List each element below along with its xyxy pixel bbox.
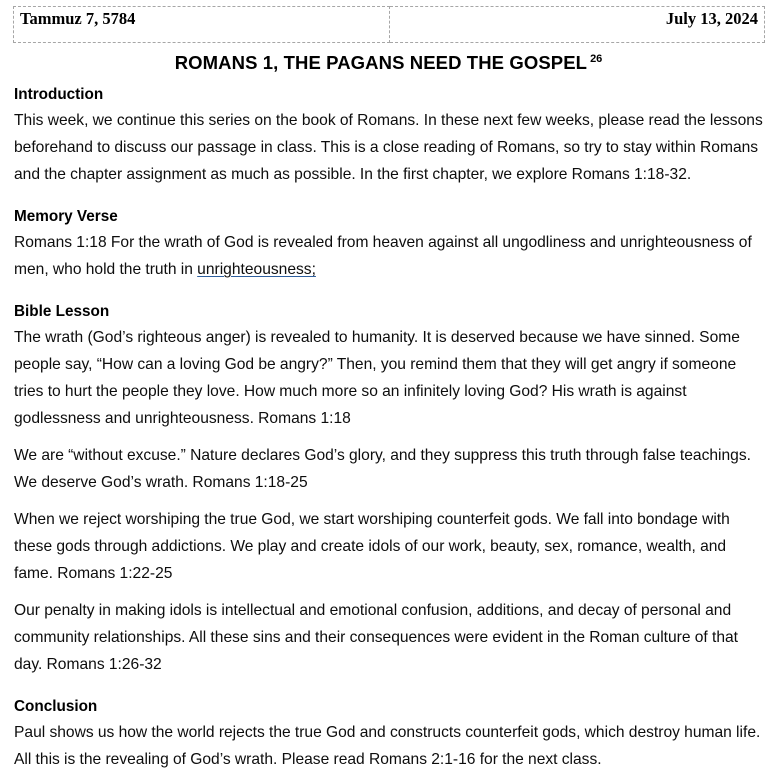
spacer: [14, 587, 766, 597]
spacer: [14, 283, 766, 301]
bible-lesson-paragraph-3: When we reject worshiping the true God, we start worshiping counterfeit gods. We fall into bondage with these gods through addictions. We play and create idols of our work, beauty, sex, romance, wealth, and fame. Romans 1:22-25: [14, 511, 730, 582]
memory-verse-link[interactable]: unrighteousness;: [197, 261, 316, 278]
spacer: [14, 496, 766, 506]
conclusion-paragraph: Paul shows us how the world rejects the true God and constructs counterfeit gods, which destroy human life. All this is the revealing of God’s wrath. Please read Romans 2:1-16 for the next class.: [14, 724, 761, 768]
bible-lesson-paragraph-4: Our penalty in making idols is intellectual and emotional confusion, additions, and decay of personal and community relationships. All these sins and their consequences were evident in the Roman culture of that day. Romans 1:26-32: [14, 602, 739, 673]
page-title: [0, 48, 777, 74]
bible-lesson-paragraph-1: The wrath (God’s righteous anger) is revealed to humanity. It is deserved because we have sinned. Some people say, “How can a loving God be angry?” Then, you remind them that they will get angry if someone tries to hurt the people they love. How much more so an infinitely loving God? His wrath is against godlessness and unrighteousness. Romans 1:18: [14, 329, 740, 427]
date-header-table: [13, 6, 765, 43]
memory-verse-text: Romans 1:18 For the wrath of God is revealed from heaven against all ungodliness and unrighteousness of men, who hold the truth in: [14, 234, 752, 278]
hebrew-date-cell: Tammuz 7, 5784: [14, 7, 390, 43]
section-heading-conclusion: Conclusion: [14, 698, 98, 715]
gregorian-date-cell: July 13, 2024: [390, 7, 765, 43]
memory-verse-paragraph: [14, 229, 766, 283]
document-body: [14, 84, 766, 773]
spacer: [14, 432, 766, 442]
section-heading-introduction: Introduction: [14, 86, 104, 103]
table-row: [14, 7, 765, 43]
introduction-paragraph: This week, we continue this series on the book of Romans. In these next few weeks, please read the lessons beforehand to discuss our passage in class. This is a close reading of Romans, so try to stay within Romans and the chapter assignment as much as possible. In the first chapter, we explore Romans 1:18-32.: [14, 112, 763, 183]
bible-lesson-paragraph-2: We are “without excuse.” Nature declares God’s glory, and they suppress this truth through false teachings. We deserve God’s wrath. Romans 1:18-25: [14, 447, 751, 491]
section-heading-memory-verse: Memory Verse: [14, 208, 118, 225]
spacer: [14, 188, 766, 206]
page-title-text: ROMANS 1, THE PAGANS NEED THE GOSPEL: [174, 52, 588, 74]
page-title-superscript: 26: [590, 53, 603, 65]
spacer: [14, 678, 766, 696]
section-heading-bible-lesson: Bible Lesson: [14, 303, 110, 320]
